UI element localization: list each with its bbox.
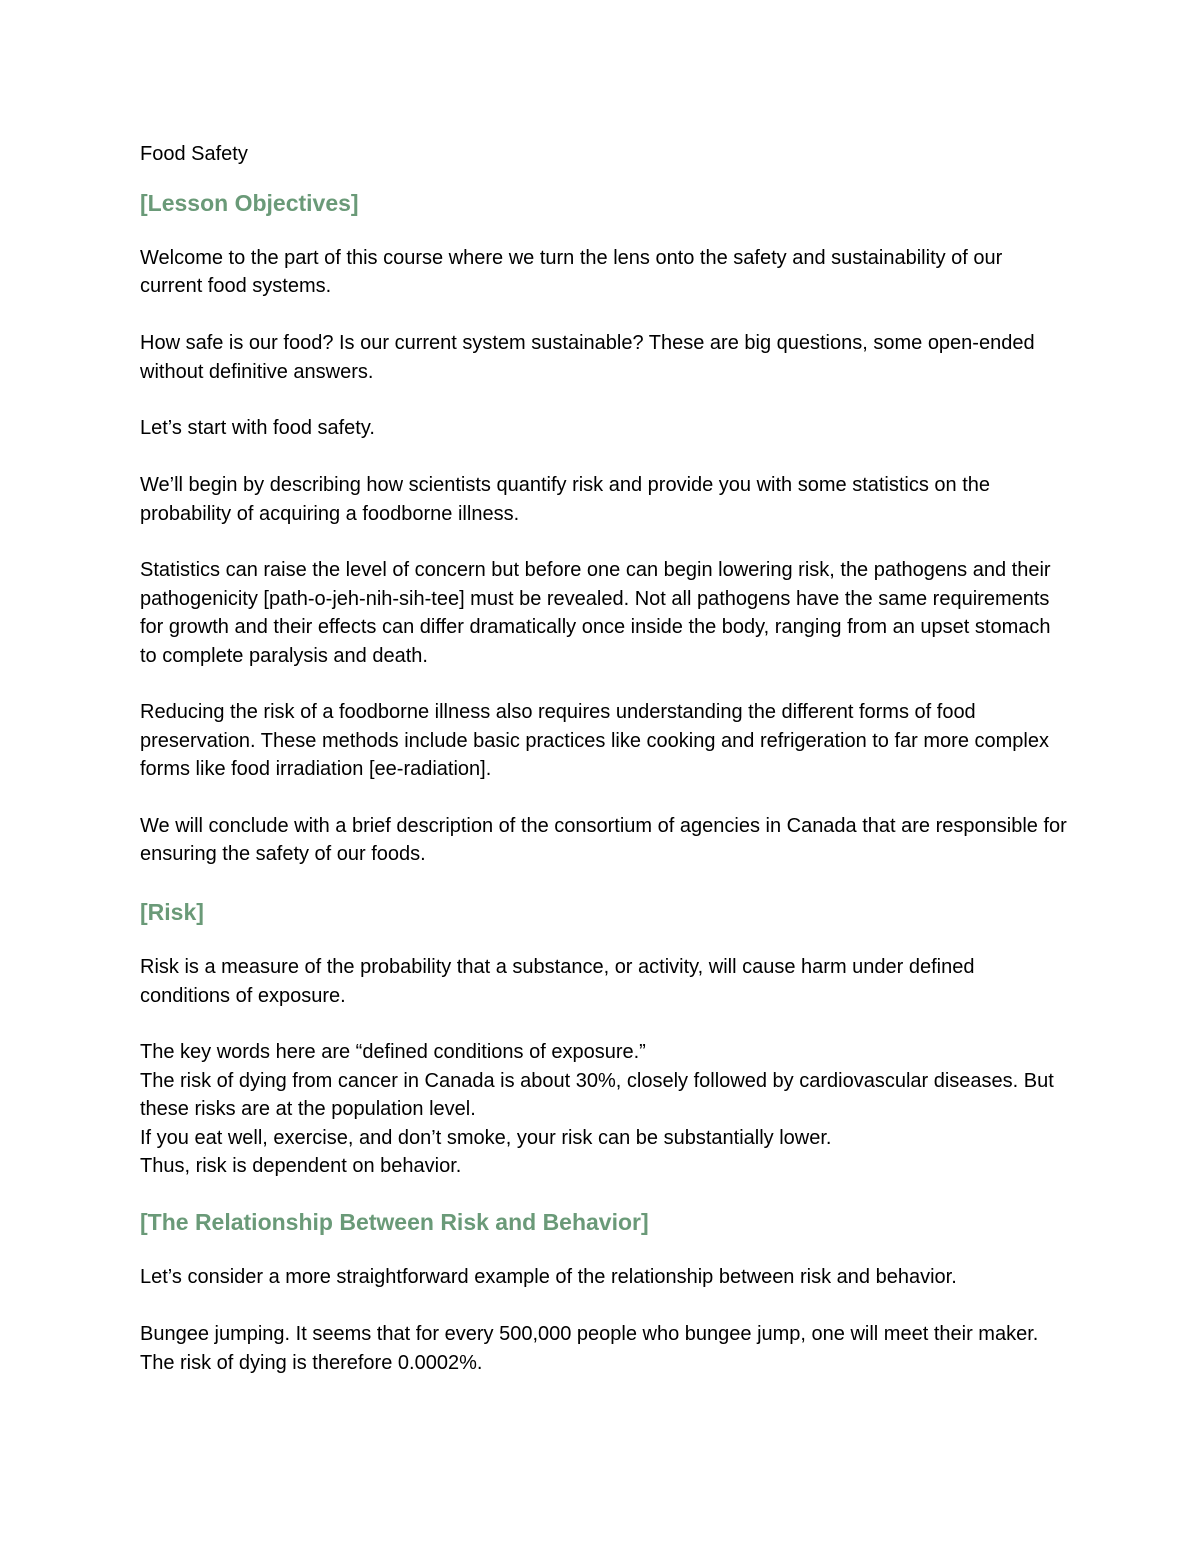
text-line: The key words here are “defined conditions of exposure.” (140, 1041, 646, 1064)
document-body (140, 140, 1070, 1405)
text-line: Thus, risk is dependent on behavior. (140, 1155, 462, 1178)
paragraph-line-block (140, 1038, 1070, 1180)
section-risk (140, 897, 1070, 1180)
paragraph: We will conclude with a brief description of the consortium of agencies in Canada that are responsible for ensuring the safety of our foods. (140, 815, 1067, 866)
document-title: Food Safety (140, 143, 248, 165)
paragraph: Reducing the risk of a foodborne illness also requires understanding the different forms of food preservation. These methods include basic practices like cooking and refrigeration to far more complex forms like food irradiation [ee-radiation]. (140, 701, 1049, 781)
paragraph: Let’s start with food safety. (140, 417, 375, 440)
section-heading: [The Relationship Between Risk and Behavior] (140, 1209, 649, 1236)
text-line: The risk of dying from cancer in Canada is about 30%, closely followed by cardiovascular diseases. But these risks are at the population level. (140, 1069, 1054, 1121)
section-heading: [Lesson Objectives] (140, 190, 359, 216)
paragraph: Bungee jumping. It seems that for every 500,000 people who bungee jump, one will meet their maker. The risk of dying is therefore 0.0002%. (140, 1323, 1039, 1374)
paragraph: Risk is a measure of the probability that a substance, or activity, will cause harm under defined conditions of exposure. (140, 956, 975, 1007)
text-line: If you eat well, exercise, and don’t smoke, your risk can be substantially lower. (140, 1126, 832, 1149)
paragraph: Statistics can raise the level of concern but before one can begin lowering risk, the pathogens and their pathogenicity [path-o-jeh-nih-sih-tee] must be revealed. Not all pathogens have the same requirements for growth and their effects can differ dramatically once inside the body, ranging from an upset stomach to complete paralysis and death. (140, 559, 1051, 667)
paragraph: Welcome to the part of this course where we turn the lens onto the safety and sustainability of our current food systems. (140, 247, 1003, 298)
paragraph: Let’s consider a more straightforward example of the relationship between risk and behavior. (140, 1266, 957, 1289)
section-heading: [Risk] (140, 899, 204, 926)
paragraph: We’ll begin by describing how scientists quantify risk and provide you with some statistics on the probability of acquiring a foodborne illness. (140, 474, 991, 525)
section-lesson-objectives (140, 188, 1070, 869)
section-risk-behavior (140, 1207, 1070, 1377)
paragraph: How safe is our food? Is our current system sustainable? These are big questions, some open-ended without definitive answers. (140, 332, 1035, 383)
